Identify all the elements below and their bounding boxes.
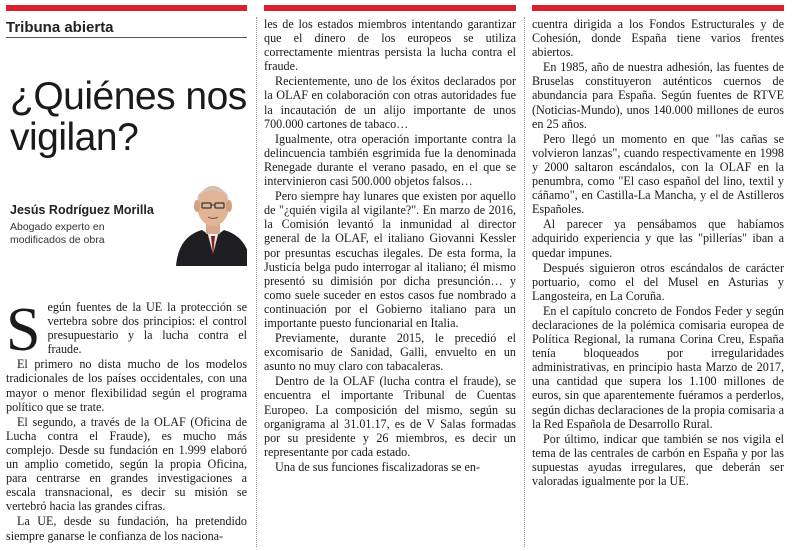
paragraph: les de los estados miembros intentando garantizar que el dinero de los europeos se utiliza correctamente mientras persista la lucha contra el fraude. <box>264 17 516 74</box>
column-divider-2 <box>524 17 525 547</box>
paragraph: La UE, desde su fundación, ha pretendido siempre ganarse le confianza de los naciona- <box>6 514 247 543</box>
paragraph: Previamente, durante 2015, le precedió el excomisario de Sanidad, Galli, envuelto en un asunto no muy claro con tabacaleras. <box>264 331 516 374</box>
paragraph: El primero no dista mucho de los modelos tradicionales de los países occidentales, con una mayor o menor flexibilidad según el programa político que se trate. <box>6 357 247 414</box>
paragraph: Igualmente, otra operación importante contra la delincuencia también esgrimida fue la denominada Renegade durante el verano pasado, en el que se intervinieron casi 500.000 objetos falsos… <box>264 131 516 189</box>
paragraph: Pero siempre hay lunares que existen por aquello de "¿quién vigila al vigilante?". En marzo de 2016, la Comisión levantó la inmunidad al director general de la OLAF, el italiano Giovanni Kessler por presuntas escuchas ilegales. De esta forma, la Justicia belga pudo interrogar al italiano; él mismo presentó su dimisión por dicha presunción… y como suele suceder en estos casos fue nombrado a continuación por el Gobierno italiano para un importante puesto funcionarial en Italia. <box>264 189 516 330</box>
section-label: Tribuna abierta <box>6 17 247 38</box>
byline <box>6 160 247 300</box>
paragraph: Una de sus funciones fiscalizadoras se en- <box>275 459 480 474</box>
headline: ¿Quiénes nos vigilan? <box>10 75 247 159</box>
article-column-1 <box>6 17 247 551</box>
article-column-3 <box>532 17 784 551</box>
paragraph: Recientemente, uno de los éxitos declarados por la OLAF en colaboración con otras autoridades fue la incautación de un alijo importante de unos 700.000 cartones de tabaco… <box>264 74 516 131</box>
paragraph: Pero llegó un momento en que "las cañas se volvieron lanzas", cuando respectivamente en 1998 y 2000 saltaron escándalos, con la OLAF en la penumbra, como "El caso español del lino, textil y cáñamo", en Castilla-La Mancha, y el de Astilleros Españoles. <box>532 131 784 217</box>
paragraph: El segundo, a través de la OLAF (Oficina de Lucha contra el Fraude), es mucho más complejo. Desde su fundación en 1.999 elaboró un amplio cometido, según la propia Oficina, para centrarse en grandes investigaciones a escala transnacional, es decir su misión se vertebró hacia las grandes cifras. <box>6 414 247 514</box>
author-portrait-icon <box>174 170 247 266</box>
author-role: Abogado experto en modificados de obra <box>10 221 105 246</box>
paragraph: Según fuentes de la UE la protección se vertebra sobre dos principios: el control presupuestario y la lucha contra el fraude. <box>6 296 247 364</box>
top-red-bar-3 <box>532 5 784 11</box>
dropcap: S <box>6 296 41 364</box>
paragraph: Por último, indicar que también se nos vigila el tema de las centrales de carbón en España y por las supuestas ayudas irregulares, que deberán ser valoradas igualmente por la UE. <box>532 431 784 488</box>
paragraph: cuentra dirigida a los Fondos Estructurales y de Cohesión, donde España tiene varios frentes abiertos. <box>532 17 784 60</box>
column-divider-1 <box>256 17 257 547</box>
paragraph: En 1985, año de nuestra adhesión, las fuentes de Bruselas constituyeron auténticos cuernos de abundancia para España. Según fuentes de RTVE (Noticias-Mundo), unos 140.000 millones de euros en 25 años. <box>532 60 784 131</box>
top-red-bar-2 <box>264 5 516 11</box>
paragraph: En el capítulo concreto de Fondos Feder y según declaraciones de la polémica comisaria europea de Política Regional, la rumana Corina Creu, España tenía bloqueados por irregularidades administrativas, en principio hasta Marzo de 2017, una cantidad que supera los 1.100 millones de euros, sin que aparentemente fuéramos a perderlos, según dichas declaraciones de la propia comisaria a la Red Española de Desarrollo Rural. <box>532 303 784 431</box>
paragraph: Después siguieron otros escándalos de carácter portuario, como el del Musel en Asturias y Langosteira, en La Coruña. <box>532 260 784 303</box>
top-red-bar-1 <box>6 5 247 11</box>
paragraph: Al parecer ya pensábamos que habíamos adquirido experiencia y que las "pillerías" iban a quedar impunes. <box>532 217 784 260</box>
article-column-2 <box>264 17 516 551</box>
author-name: Jesús Rodríguez Morilla <box>10 203 154 217</box>
paragraph: Dentro de la OLAF (lucha contra el fraude), se encuentra el importante Tribunal de Cuentas Europeo. La composición del mismo, según su organigrama al 31.01.17, es de V Salas formadas por su presidente y 26 miembros, es decir un representante por cada estado. <box>264 374 516 459</box>
